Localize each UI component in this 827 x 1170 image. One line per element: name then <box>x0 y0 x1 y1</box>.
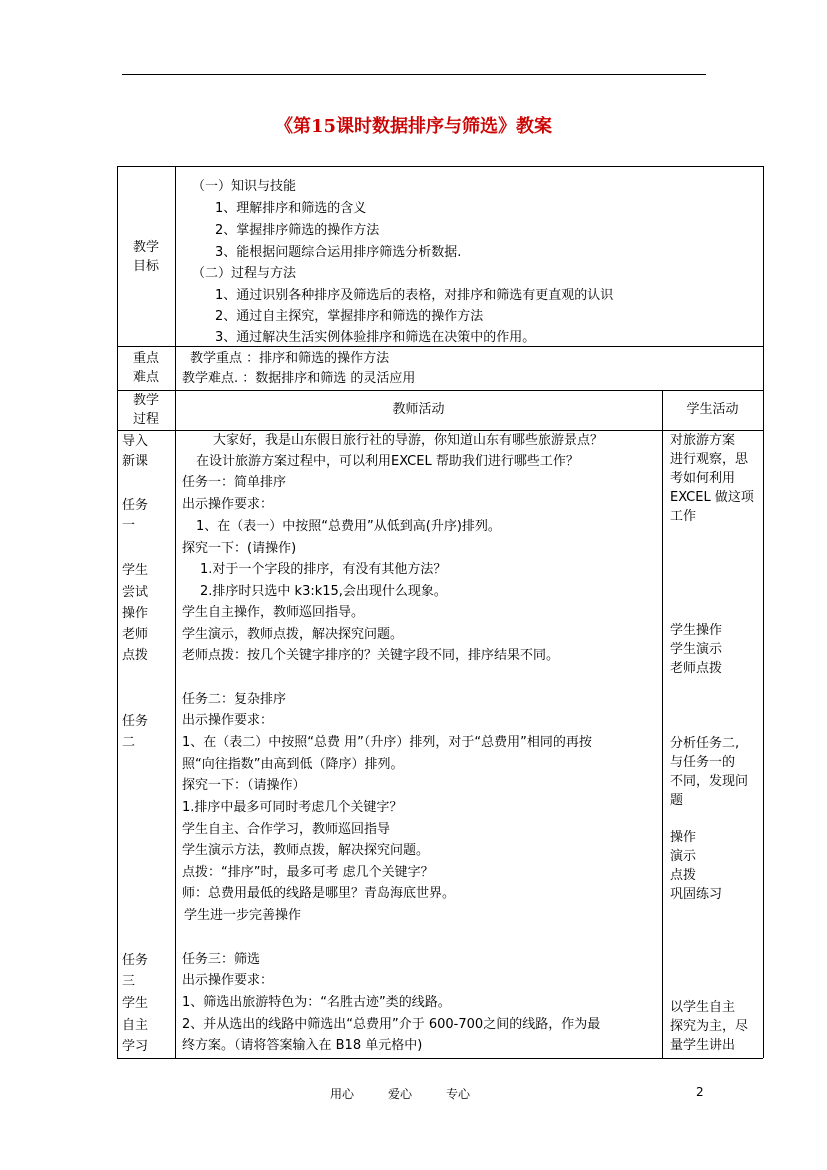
key-difficulty: 教学难点. ：数据排序和筛选 的灵活应用 <box>182 371 416 386</box>
goal-line: （二）过程与方法 <box>192 266 297 281</box>
key-label-2: 难点 <box>132 370 159 385</box>
teacher-line: 在设计旅游方案过程中，可以利用EXCEL 帮助我们进行哪些工作？ <box>196 454 579 469</box>
student-line: 不同，发现问 <box>670 774 749 789</box>
footer-motto-2: 爱心 <box>388 1087 413 1101</box>
student-line: 以学生自主 <box>670 1000 736 1015</box>
student-line: EXCEL 做这项 <box>670 490 754 505</box>
stage-label: 老师 <box>122 627 149 642</box>
goal-line: （一）知识与技能 <box>192 179 297 194</box>
teacher-line: 学生演示方法，教师点拨，解决探究问题。 <box>182 843 430 858</box>
teacher-line: 出示操作要求： <box>182 497 274 512</box>
stage-label: 学生 <box>122 563 149 578</box>
teacher-line: 2.排序时只选中 k3:k15,会出现什么现象。 <box>200 584 447 599</box>
stage-label: 学习 <box>122 1039 149 1054</box>
page-number: 2 <box>696 1085 704 1099</box>
stage-label: 任务 <box>122 953 149 968</box>
process-label-1: 教学 <box>132 393 159 408</box>
teacher-line: 探究一下：（请操作） <box>182 778 306 793</box>
goal-line: 2、通过自主探究，掌握排序和筛选的操作方法 <box>215 309 484 324</box>
stage-label: 学生 <box>122 996 149 1011</box>
row-divider-3 <box>117 430 763 431</box>
teacher-line: 照“向往指数”由高到低（降序）排列。 <box>182 757 404 772</box>
teacher-line: 学生自主操作，教师巡回指导。 <box>182 605 365 620</box>
student-line: 对旅游方案 <box>670 433 736 448</box>
teacher-line: 1、筛选出旅游特色为：“名胜古迹”类的线路。 <box>182 995 451 1010</box>
teacher-line: 老师点拨：按几个关键字排序的？关键字段不同，排序结果不同。 <box>182 648 560 663</box>
student-line: 考如何利用 <box>670 471 736 486</box>
student-line: 进行观察，思 <box>670 452 749 467</box>
teacher-line: 任务一：简单排序 <box>182 475 287 490</box>
teacher-line: 1.对于一个字段的排序，有没有其他方法？ <box>200 562 447 577</box>
stage-label: 新课 <box>122 454 149 469</box>
goal-line: 3、通过解决生活实例体验排序和筛选在决策中的作用。 <box>215 330 536 345</box>
goal-line: 3、能根据问题综合运用排序筛选分析数据. <box>215 245 462 260</box>
stage-label: 导入 <box>122 434 149 449</box>
key-label-1: 重点 <box>132 351 159 366</box>
student-line: 分析任务二, <box>670 736 740 751</box>
stage-label: 一 <box>122 518 136 533</box>
student-activity-header: 学生活动 <box>686 402 739 417</box>
teacher-line: 1、在（表一）中按照“总费用”从低到高(升序)排列。 <box>196 519 501 534</box>
teacher-line: 终方案。（请将答案输入在 B18 单元格中) <box>182 1038 423 1053</box>
process-label-2: 过程 <box>132 412 159 427</box>
teacher-line: 1、在（表二）中按照“总费 用”（升序）排列，对于“总费用”相同的再按 <box>182 735 592 750</box>
student-line: 与任务一的 <box>670 755 736 770</box>
teacher-line: 学生演示，教师点拨，解决探究问题。 <box>182 627 404 642</box>
teacher-line: 出示操作要求： <box>182 973 274 988</box>
document-title: 《第15课时数据排序与筛选》教案 <box>274 116 553 137</box>
student-line: 学生操作 <box>670 623 723 638</box>
stage-label: 自主 <box>122 1018 149 1033</box>
footer-motto-1: 用心 <box>330 1087 355 1101</box>
teacher-line: 2、并从选出的线路中筛选出“总费用”介于 600-700之间的线路，作为最 <box>182 1017 601 1032</box>
teacher-line: 学生自主、合作学习，教师巡回指导 <box>182 822 391 837</box>
teacher-line: 任务二：复杂排序 <box>182 692 287 707</box>
stage-label: 任务 <box>122 714 149 729</box>
teacher-line: 点拨：“排序”时，最多可考 虑几个关键字？ <box>182 865 434 880</box>
student-line: 工作 <box>670 509 697 524</box>
teacher-line: 1.排序中最多可同时考虑几个关键字？ <box>182 800 403 815</box>
footer-motto-3: 专心 <box>446 1087 471 1101</box>
teacher-line: 探究一下：(请操作) <box>182 541 297 556</box>
student-line: 学生演示 <box>670 642 723 657</box>
student-line: 巩固练习 <box>670 887 723 902</box>
student-line: 点拨 <box>670 868 697 883</box>
key-point: 教学重点 ：排序和筛选的操作方法 <box>190 351 390 366</box>
student-line: 操作 <box>670 830 697 845</box>
goal-line: 1、通过识别各种排序及筛选后的表格，对排序和筛选有更直观的认识 <box>215 288 614 303</box>
row-divider-1 <box>117 346 763 347</box>
stage-label: 二 <box>122 735 136 750</box>
teacher-line: 出示操作要求： <box>182 713 274 728</box>
teacher-line: 师：总费用最低的线路是哪里？青岛海底世界。 <box>182 886 456 901</box>
row-divider-2 <box>117 390 763 391</box>
student-line: 演示 <box>670 849 697 864</box>
stage-label: 操作 <box>122 606 149 621</box>
stage-label: 三 <box>122 974 136 989</box>
table-divider-label <box>175 166 176 1058</box>
teacher-line: 任务三：筛选 <box>182 952 261 967</box>
goal-label-2: 目标 <box>132 259 159 274</box>
table-border-left <box>117 166 118 1058</box>
stage-label: 任务 <box>122 498 149 513</box>
teacher-activity-header: 教师活动 <box>392 402 445 417</box>
goal-line: 2、掌握排序筛选的操作方法 <box>215 223 380 238</box>
stage-label: 点拨 <box>122 648 149 663</box>
student-line: 量学生讲出 <box>670 1038 736 1053</box>
stage-label: 尝试 <box>122 585 149 600</box>
student-line: 老师点拨 <box>670 661 723 676</box>
table-border-right <box>763 166 764 1058</box>
student-line: 探究为主，尽 <box>670 1019 749 1034</box>
table-border-top <box>117 166 763 167</box>
goal-line: 1、理解排序和筛选的含义 <box>215 201 367 216</box>
student-line: 题 <box>670 793 684 808</box>
goal-label-1: 教学 <box>132 240 159 255</box>
teacher-line: 大家好，我是山东假日旅行社的导游，你知道山东有哪些旅游景点？ <box>213 433 604 448</box>
table-border-bottom <box>117 1058 763 1059</box>
table-divider-student <box>662 390 663 1058</box>
teacher-line: 学生进一步完善操作 <box>184 908 302 923</box>
